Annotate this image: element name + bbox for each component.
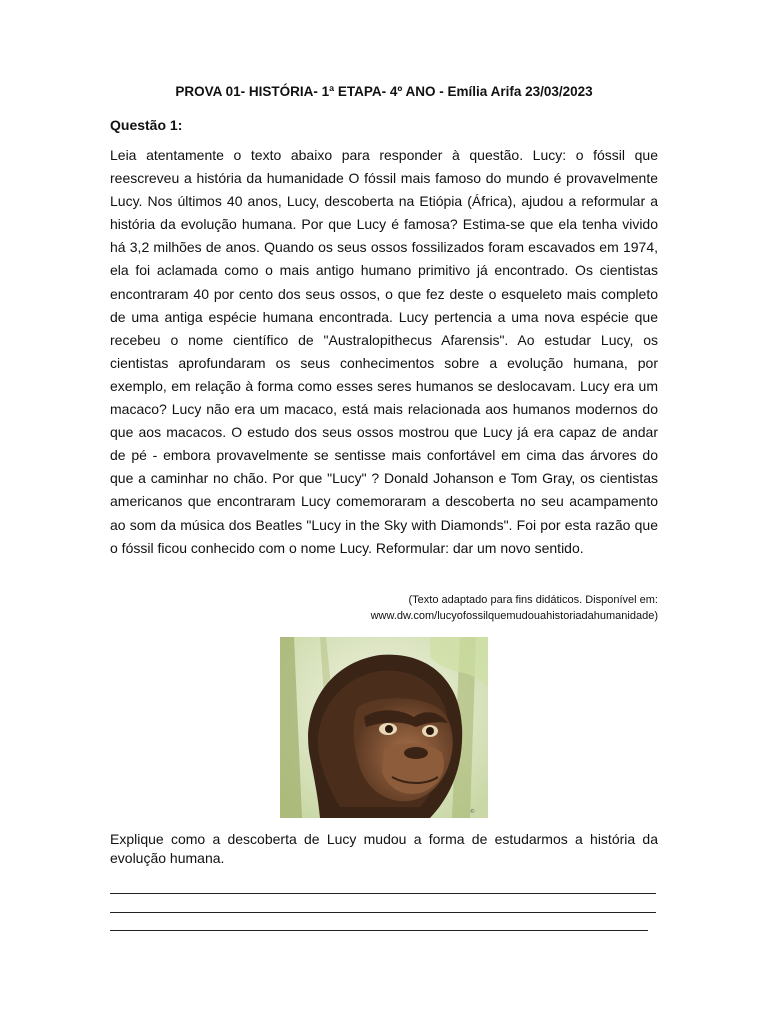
question-label: Questão 1:: [110, 117, 183, 133]
exam-title: PROVA 01- HISTÓRIA- 1ª ETAPA- 4º ANO - Emília Arifa 23/03/2023: [175, 84, 593, 99]
svg-text:©: ©: [470, 809, 475, 815]
answer-line-2[interactable]: [110, 912, 656, 913]
source-line-1: (Texto adaptado para fins didáticos. Disponível em:: [408, 594, 658, 606]
lucy-illustration: [280, 637, 488, 818]
answer-line-1[interactable]: [110, 893, 656, 894]
source-citation: [258, 593, 658, 624]
hominid-portrait-icon: [280, 637, 488, 818]
answer-line-3[interactable]: [110, 930, 648, 931]
reading-passage: Leia atentamente o texto abaixo para responder à questão. Lucy: o fóssil que reescreveu a história da humanidade O fóssil mais famoso do mundo é provavelmente Lucy. Nos últimos 40 anos, Lucy, descoberta na Etiópia (África), ajudou a reformular a história da evolução humana. Por que Lucy é famosa? Estima-se que ela tenha vivido há 3,2 milhões de anos. Quando os seus ossos fossilizados foram escavados em 1974, ela foi aclamada como o mais antigo humano primitivo já encontrado. Os cientistas encontraram 40 por cento dos seus ossos, o que fez deste o esqueleto mais completo de uma antiga espécie humana encontrada. Lucy pertencia a uma nova espécie que recebeu o nome científico de "Australopithecus Afarensis". Ao estudar Lucy, os cientistas aprofundaram os seus conhecimentos sobre a evolução humana, por exemplo, em relação à forma como esses seres humanos se deslocavam. Lucy era um macaco? Lucy não era um macaco, está mais relacionada aos humanos modernos do que aos macacos. O estudo dos seus ossos mostrou que Lucy já era capaz de andar de pé - embora provavelmente se sentisse mais confortável em cima das árvores do que a caminhar no chão. Por que "Lucy" ? Donald Johanson e Tom Gray, os cientistas americanos que encontraram Lucy comemoraram a descoberta no seu acampamento ao som da música dos Beatles "Lucy in the Sky with Diamonds". Foi por esta razão que o fóssil ficou conhecido com o nome Lucy. Reformular: dar um novo sentido.: [110, 147, 658, 556]
source-line-2: www.dw.com/lucyofossilquemudouahistoriadahumanidade): [370, 609, 658, 622]
question-prompt: Explique como a descoberta de Lucy mudou a forma de estudarmos a história da evolução humana.: [110, 831, 658, 866]
